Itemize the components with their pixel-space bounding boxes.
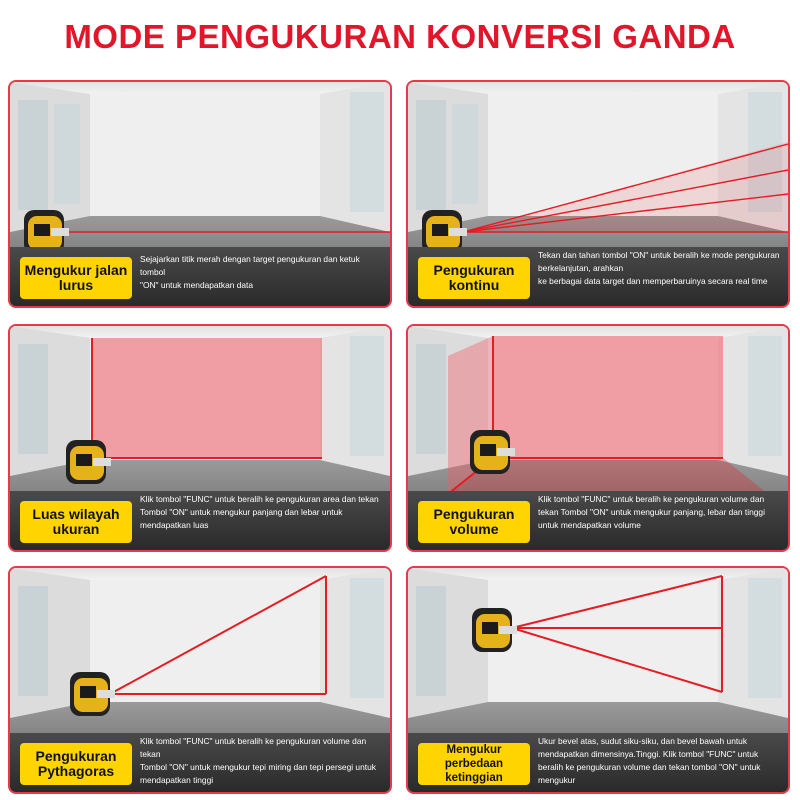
mode-panel-volume	[406, 324, 790, 552]
caption-bar	[408, 247, 788, 306]
laser-device-icon	[470, 430, 515, 474]
caption-bar	[10, 247, 390, 306]
mode-label: Pengukuran Pythagoras	[20, 743, 132, 785]
laser-device-icon	[472, 608, 517, 652]
mode-panel-straight	[8, 80, 392, 308]
mode-description: Ukur bevel atas, sudut siku-siku, dan bevel bawah untuk mendapatkan dimensinya.Tinggi. Klik tombol "FUNC" untuk beralih ke pengukuran volume dan tekan tombol "ON" untuk mengukur	[538, 736, 761, 785]
caption-bar	[408, 733, 788, 792]
mode-description: Tekan dan tahan tombol "ON" untuk beralih ke mode pengukuran berkelanjutan, arahkan ke berbagai data target dan memperbaruinya secara real time	[538, 250, 780, 286]
caption-bar	[10, 491, 390, 550]
page-title: MODE PENGUKURAN KONVERSI GANDA	[64, 18, 736, 55]
mode-label: Pengukuran kontinu	[418, 257, 530, 299]
mode-description: Klik tombol "FUNC" untuk beralih ke pengukuran volume dan tekan Tombol "ON" untuk mengukur tepi miring dan tepi persegi untuk mendapatkan tinggi	[140, 736, 376, 785]
mode-panel-pythagoras	[8, 566, 392, 794]
mode-panel-continuous	[406, 80, 790, 308]
mode-description: Klik tombol "FUNC" untuk beralih ke pengukuran area dan tekan Tombol "ON" untuk mengukur panjang dan lebar untuk mendapatkan luas	[140, 494, 379, 530]
mode-description: Klik tombol "FUNC" untuk beralih ke pengukuran volume dan tekan Tombol "ON" untuk mengukur panjang, lebar dan tinggi untuk mendapatkan volume	[538, 494, 765, 530]
caption-bar	[408, 491, 788, 550]
mode-panel-height-difference	[406, 566, 790, 794]
laser-device-icon	[70, 672, 115, 716]
caption-bar	[10, 733, 390, 792]
mode-description: Sejajarkan titik merah dengan target pengukuran dan ketuk tombol "ON" untuk mendapatkan data	[140, 254, 360, 290]
laser-device-icon	[66, 440, 111, 484]
mode-label: Pengukuran volume	[418, 501, 530, 543]
mode-label: Mengukur perbedaan ketinggian	[418, 743, 530, 785]
mode-panel-area	[8, 324, 392, 552]
mode-label: Mengukur jalan lurus	[20, 257, 132, 299]
mode-label: Luas wilayah ukuran	[20, 501, 132, 543]
